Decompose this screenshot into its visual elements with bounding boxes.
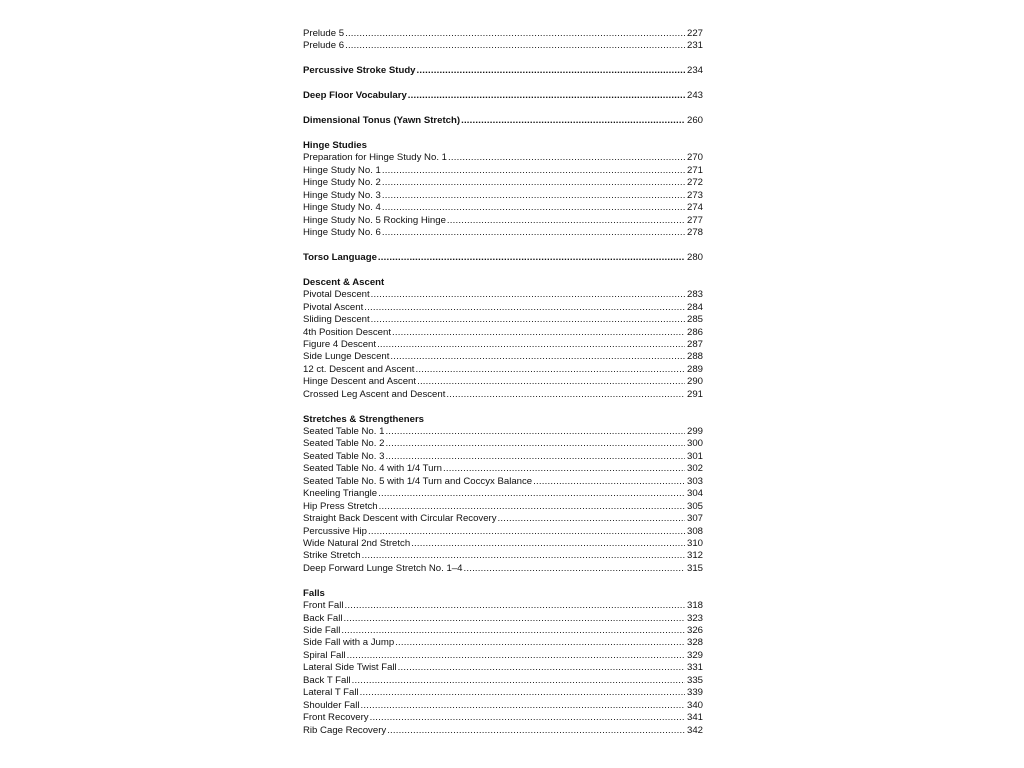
toc-entry[interactable]: [303, 687, 703, 699]
section-heading: Descent & Ascent: [303, 276, 385, 288]
toc-entry-title: Prelude 5: [303, 28, 345, 39]
toc-entry-page-number: 227: [686, 28, 703, 39]
toc-entry-title: Percussive Hip: [303, 525, 367, 537]
toc-entry[interactable]: [303, 302, 703, 314]
toc-entry-title: Preparation for Hinge Study No. 1: [303, 152, 447, 164]
dot-leader: [385, 426, 685, 438]
toc-entry-page-number: 243: [686, 90, 703, 102]
toc-entry-page-number: 272: [686, 177, 703, 189]
dot-leader: [390, 351, 685, 363]
dot-leader: [443, 463, 685, 475]
toc-entry[interactable]: [303, 625, 703, 637]
dot-leader: [463, 563, 685, 575]
toc-entry-page-number: 271: [686, 164, 703, 176]
toc-entry-title: Crossed Leg Ascent and Descent: [303, 388, 446, 400]
toc-entry[interactable]: [303, 115, 703, 127]
toc-entry-page-number: 234: [686, 65, 703, 77]
toc-entry-page-number: 329: [686, 649, 703, 661]
toc-entry-title: Hinge Study No. 3: [303, 189, 381, 201]
toc-entry-title: Seated Table No. 5 with 1/4 Turn and Coccyx Balance: [303, 475, 533, 487]
dot-leader: [382, 227, 685, 239]
toc-entry-page-number: 307: [686, 513, 703, 525]
toc-entry[interactable]: [303, 451, 703, 463]
toc-entry[interactable]: [303, 488, 703, 500]
toc-entry-page-number: 286: [686, 326, 703, 338]
toc-entry-title: Side Fall: [303, 625, 341, 636]
toc-entry-page-number: 305: [686, 500, 703, 512]
section-spacer: [303, 128, 703, 140]
toc-entry-title: Seated Table No. 3: [303, 450, 385, 462]
toc-entry-title: Wide Natural 2nd Stretch: [303, 537, 411, 549]
toc-entry-title: Percussive Stroke Study: [303, 65, 416, 77]
toc-entry-page-number: 287: [686, 338, 703, 350]
toc-entry-title: Front Recovery: [303, 712, 369, 724]
dot-leader: [341, 625, 685, 637]
toc-entry[interactable]: [303, 152, 703, 164]
toc-entry[interactable]: [303, 637, 703, 649]
toc-entry-page-number: 335: [686, 674, 703, 686]
toc-entry[interactable]: [303, 339, 703, 351]
toc-entry[interactable]: [303, 463, 703, 475]
toc-entry-page-number: 318: [686, 600, 703, 612]
dot-leader: [371, 314, 685, 326]
toc-entry[interactable]: [303, 613, 703, 625]
toc-entry-title: Dimensional Tonus (Yawn Stretch): [303, 115, 461, 127]
toc-entry-title: 4th Position Descent: [303, 326, 391, 338]
toc-entry-page-number: 277: [686, 214, 703, 226]
toc-entry-title: Seated Table No. 4 with 1/4 Turn: [303, 463, 443, 475]
dot-leader: [371, 289, 685, 301]
toc-entry-page-number: 260: [686, 115, 703, 127]
dot-leader: [364, 302, 685, 314]
section-spacer: [303, 103, 703, 115]
toc-entry-title: Hinge Study No. 2: [303, 177, 381, 189]
dot-leader: [398, 662, 685, 674]
dot-leader: [415, 364, 685, 376]
toc-entry-title: Front Fall: [303, 600, 344, 612]
toc-entry[interactable]: [303, 165, 703, 177]
section-spacer: [303, 53, 703, 65]
dot-leader: [343, 613, 685, 625]
toc-entry-page-number: 304: [686, 488, 703, 500]
toc-entry-title: Seated Table No. 2: [303, 438, 385, 450]
toc-entry-page-number: 283: [686, 289, 703, 301]
section-spacer: [303, 264, 703, 276]
toc-entry-page-number: 303: [686, 475, 703, 487]
toc-entry-title: Spiral Fall: [303, 649, 346, 661]
toc-entry[interactable]: [303, 65, 703, 77]
toc-entry-page-number: 312: [686, 550, 703, 562]
section-heading: Falls: [303, 587, 325, 599]
toc-entry[interactable]: [303, 389, 703, 401]
toc-entry-page-number: 323: [686, 612, 703, 624]
dot-leader: [378, 252, 685, 264]
toc-entry-title: Side Lunge Descent: [303, 351, 390, 363]
toc-entry[interactable]: [303, 190, 703, 202]
toc-entry[interactable]: [303, 376, 703, 388]
toc-entry-title: Sliding Descent: [303, 314, 370, 326]
dot-leader: [382, 190, 685, 202]
dot-leader: [382, 177, 685, 189]
toc-entry[interactable]: [303, 364, 703, 376]
toc-entry[interactable]: [303, 712, 703, 724]
toc-entry-page-number: 331: [686, 662, 703, 674]
dot-leader: [361, 700, 685, 712]
toc-entry[interactable]: [303, 327, 703, 339]
toc-entry[interactable]: [303, 314, 703, 326]
toc-entry-page-number: 339: [686, 687, 703, 699]
toc-entry-page-number: 291: [686, 388, 703, 400]
toc-entry[interactable]: [303, 501, 703, 513]
dot-leader: [408, 90, 685, 102]
toc-entry-title: Kneeling Triangle: [303, 488, 378, 500]
toc-entry-page-number: 289: [686, 363, 703, 375]
toc-entry[interactable]: [303, 90, 703, 102]
dot-leader: [417, 65, 685, 77]
toc-entry-page-number: 301: [686, 450, 703, 462]
toc-entry-title: Back T Fall: [303, 674, 351, 686]
dot-leader: [448, 152, 685, 164]
toc-entry-page-number: 310: [686, 537, 703, 549]
toc-entry[interactable]: [303, 202, 703, 214]
toc-entry-title: Pivotal Descent: [303, 289, 370, 301]
toc-entry-title: Hinge Study No. 6: [303, 227, 381, 238]
toc-entry[interactable]: [303, 675, 703, 687]
dot-leader: [382, 202, 685, 214]
toc-entry[interactable]: [303, 177, 703, 189]
section-spacer: [303, 239, 703, 251]
dot-leader: [377, 339, 685, 351]
dot-leader: [347, 650, 685, 662]
toc-entry-title: Rib Cage Recovery: [303, 724, 387, 736]
toc-entry-title: Shoulder Fall: [303, 699, 360, 711]
toc-entry-title: Hinge Study No. 4: [303, 202, 381, 214]
toc-entry-title: Pivotal Ascent: [303, 301, 364, 313]
section-heading: Stretches & Strengtheners: [303, 413, 425, 425]
toc-entry-page-number: 300: [686, 438, 703, 450]
toc-entry-page-number: 278: [686, 227, 703, 238]
dot-leader: [379, 501, 685, 513]
dot-leader: [360, 687, 685, 699]
toc-entry[interactable]: [303, 550, 703, 562]
toc-entry[interactable]: [303, 700, 703, 712]
table-of-contents: [303, 28, 703, 737]
toc-entry-title: 12 ct. Descent and Ascent: [303, 363, 415, 375]
toc-entry-title: Strike Stretch: [303, 550, 361, 562]
dot-leader: [461, 115, 685, 127]
section-heading: Hinge Studies: [303, 139, 367, 151]
toc-entry[interactable]: [303, 252, 703, 264]
toc-entry-page-number: 302: [686, 463, 703, 475]
toc-entry-title: Figure 4 Descent: [303, 338, 377, 350]
toc-entry[interactable]: [303, 600, 703, 612]
dot-leader: [387, 725, 685, 737]
toc-entry-page-number: 285: [686, 314, 703, 326]
toc-entry[interactable]: [303, 662, 703, 674]
toc-entry-page-number: 340: [686, 699, 703, 711]
dot-leader: [385, 438, 685, 450]
toc-entry[interactable]: [303, 227, 703, 239]
section-spacer: [303, 575, 703, 587]
toc-entry[interactable]: [303, 650, 703, 662]
toc-entry-page-number: 270: [686, 152, 703, 164]
dot-leader: [345, 28, 685, 40]
dot-leader: [498, 513, 685, 525]
dot-leader: [447, 215, 685, 227]
section-spacer: [303, 78, 703, 90]
toc-entry-title: Hip Press Stretch: [303, 500, 378, 512]
toc-entry-title: Deep Forward Lunge Stretch No. 1–4: [303, 562, 463, 574]
dot-leader: [352, 675, 685, 687]
dot-leader: [378, 488, 685, 500]
toc-entry-page-number: 315: [686, 562, 703, 574]
toc-entry[interactable]: [303, 538, 703, 550]
toc-entry[interactable]: [303, 351, 703, 363]
toc-entry-page-number: 231: [686, 40, 703, 52]
dot-leader: [385, 451, 685, 463]
dot-leader: [345, 40, 685, 52]
dot-leader: [362, 550, 685, 562]
toc-entry-title: Back Fall: [303, 612, 343, 624]
toc-entry[interactable]: [303, 563, 703, 575]
toc-entry-page-number: 284: [686, 301, 703, 313]
toc-entry-page-number: 328: [686, 637, 703, 649]
dot-leader: [392, 327, 685, 339]
toc-entry-page-number: 299: [686, 426, 703, 437]
toc-entry[interactable]: [303, 513, 703, 525]
toc-entry[interactable]: [303, 289, 703, 301]
dot-leader: [446, 389, 685, 401]
toc-entry-page-number: 280: [686, 251, 703, 263]
toc-entry[interactable]: [303, 215, 703, 227]
dot-leader: [382, 165, 685, 177]
toc-entry[interactable]: [303, 438, 703, 450]
toc-entry[interactable]: [303, 476, 703, 488]
dot-leader: [533, 476, 685, 488]
toc-entry-page-number: 273: [686, 189, 703, 201]
toc-entry-title: Side Fall with a Jump: [303, 637, 395, 649]
toc-entry-title: Prelude 6: [303, 40, 345, 52]
toc-entry[interactable]: [303, 40, 703, 52]
toc-entry-page-number: 342: [686, 724, 703, 736]
toc-entry-title: Lateral Side Twist Fall: [303, 662, 397, 674]
toc-entry-title: Hinge Descent and Ascent: [303, 376, 417, 388]
toc-entry-page-number: 290: [686, 376, 703, 388]
dot-leader: [368, 526, 685, 538]
toc-entry-title: Torso Language: [303, 251, 377, 263]
dot-leader: [345, 600, 685, 612]
toc-entry[interactable]: [303, 725, 703, 737]
toc-entry-title: Lateral T Fall: [303, 687, 359, 699]
dot-leader: [411, 538, 685, 550]
toc-entry-title: Hinge Study No. 1: [303, 164, 381, 176]
toc-entry-title: Straight Back Descent with Circular Recovery: [303, 513, 497, 525]
toc-entry[interactable]: [303, 526, 703, 538]
dot-leader: [417, 376, 685, 388]
toc-entry-page-number: 326: [686, 625, 703, 636]
toc-entry-title: Deep Floor Vocabulary: [303, 90, 407, 102]
toc-entry-title: Hinge Study No. 5 Rocking Hinge: [303, 214, 446, 226]
toc-entry-page-number: 308: [686, 525, 703, 537]
toc-entry-title: Seated Table No. 1: [303, 426, 385, 437]
dot-leader: [370, 712, 685, 724]
toc-entry-page-number: 274: [686, 202, 703, 214]
toc-entry-page-number: 288: [686, 351, 703, 363]
toc-entry[interactable]: [303, 426, 703, 438]
toc-entry-page-number: 341: [686, 712, 703, 724]
section-spacer: [303, 401, 703, 413]
dot-leader: [395, 637, 685, 649]
toc-entry[interactable]: [303, 28, 703, 40]
